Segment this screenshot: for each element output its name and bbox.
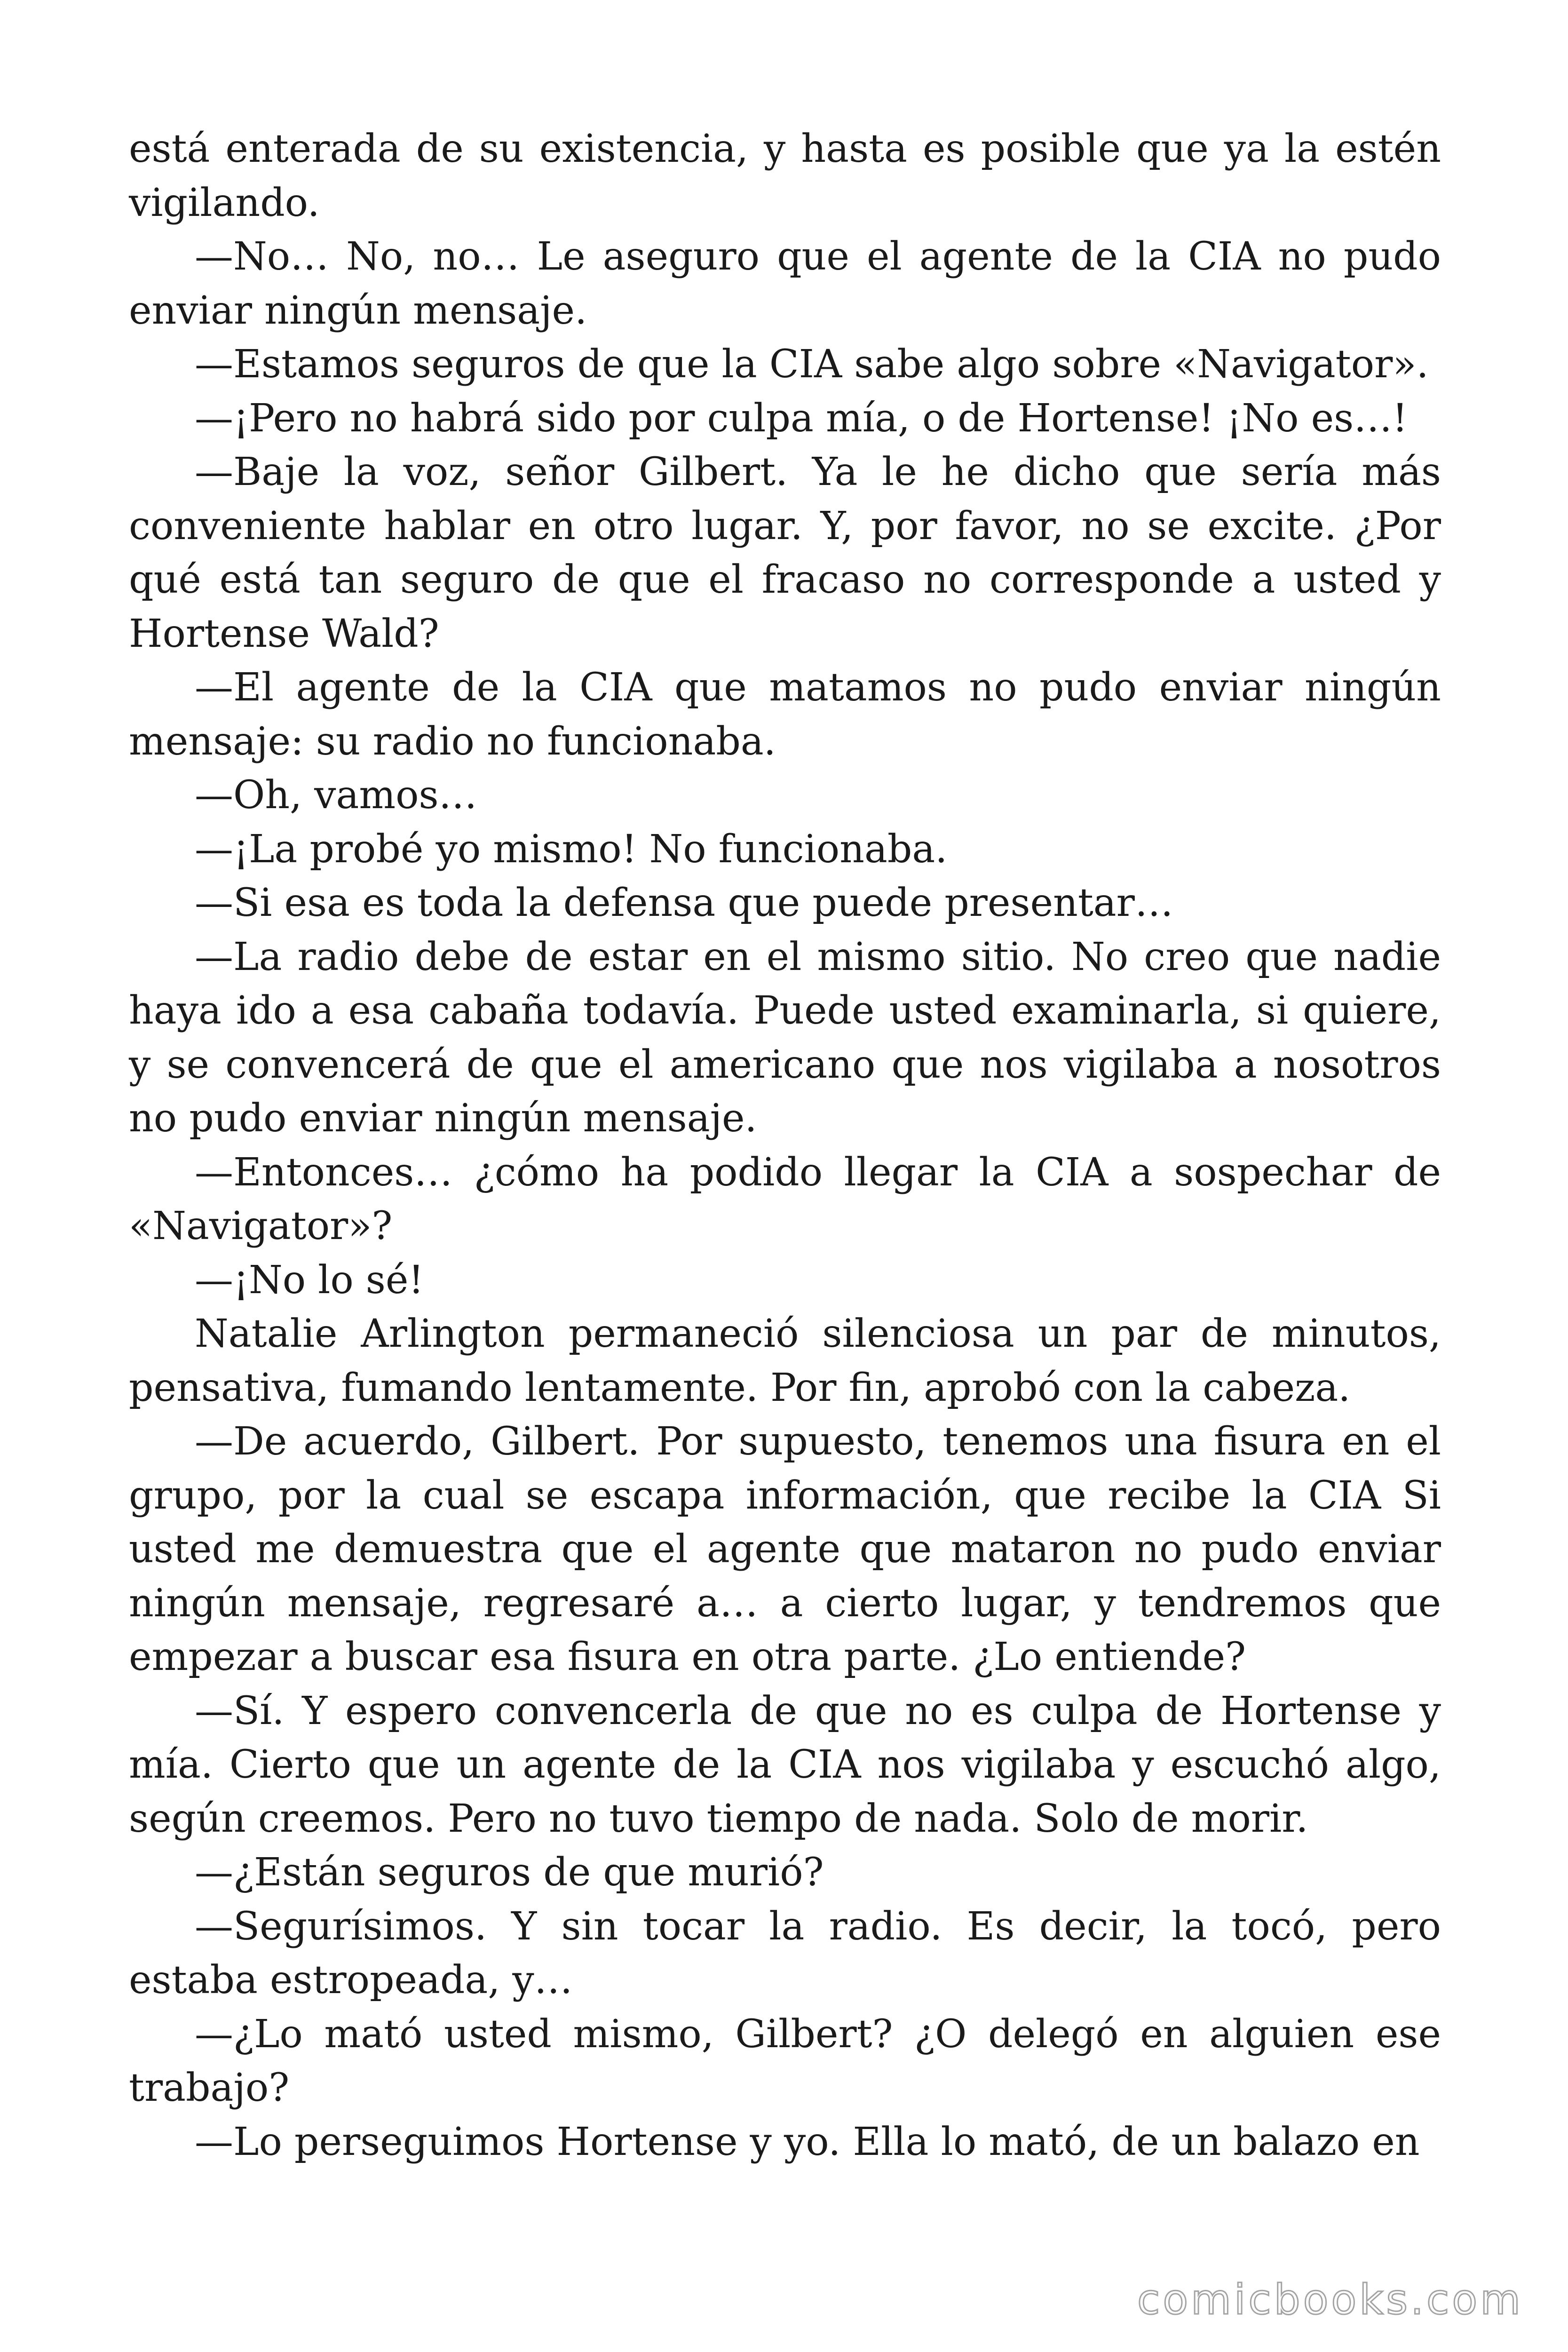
paragraph: —Oh, vamos… — [195, 773, 477, 818]
paragraph: —No… No, no… Le aseguro que el agente de la CIA no pudo enviar ningún mensaje. — [129, 234, 1441, 333]
page-body-text — [129, 122, 1441, 2169]
paragraph: —Lo perseguimos Hortense y yo. Ella lo mató, de un balazo en — [195, 2119, 1420, 2164]
paragraph: —Entonces… ¿cómo ha podido llegar la CIA a sospechar de «Navigator»? — [129, 1150, 1441, 1248]
paragraph: —Estamos seguros de que la CIA sabe algo sobre «Navigator». — [195, 342, 1429, 387]
paragraph: —¿Lo mató usted mismo, Gilbert? ¿O delegó en alguien ese trabajo? — [129, 2011, 1441, 2110]
paragraph: Natalie Arlington permaneció silenciosa un par de minutos, pensativa, fumando lentamente. Por fin, aprobó con la cabeza. — [129, 1311, 1441, 1410]
paragraph: —¡La probé yo mismo! No funcionaba. — [195, 826, 948, 872]
paragraph: —¡Pero no habrá sido por culpa mía, o de Hortense! ¡No es…! — [195, 396, 1408, 441]
paragraph: —Segurísimos. Y sin tocar la radio. Es decir, la tocó, pero estaba estropeada, y… — [129, 1904, 1441, 2002]
paragraph: —¿Están seguros de que murió? — [195, 1850, 824, 1895]
paragraph: —Baje la voz, señor Gilbert. Ya le he dicho que sería más conveniente hablar en otro lugar. Y, por favor, no se excite. ¿Por qué está tan seguro de que el fracaso no corresponde a usted y Hortense Wald? — [129, 450, 1441, 656]
paragraph: —¡No lo sé! — [195, 1257, 424, 1303]
paragraph: —El agente de la CIA que matamos no pudo enviar ningún mensaje: su radio no funcionaba. — [129, 665, 1441, 764]
paragraph: —De acuerdo, Gilbert. Por supuesto, tenemos una fisura en el grupo, por la cual se escapa información, que recibe la CIA Si usted me demuestra que el agente que mataron no pudo enviar ningún mensaje, regresaré a… a cierto lugar, y tendremos que empezar a buscar esa fisura en otra parte. ¿Lo entiende? — [129, 1419, 1441, 1679]
paragraph: —Si esa es toda la defensa que puede presentar… — [195, 881, 1173, 925]
watermark: comicbooks.com — [1137, 2275, 1523, 2324]
paragraph: —La radio debe de estar en el mismo sitio. No creo que nadie haya ido a esa cabaña todavía. Puede usted examinarla, si quiere, y se convencerá de que el americano que nos vigilaba a nosotros no pudo enviar ningún mensaje. — [129, 934, 1441, 1141]
paragraph: está enterada de su existencia, y hasta es posible que ya la estén vigilando. — [129, 127, 1441, 225]
paragraph: —Sí. Y espero convencerla de que no es culpa de Hortense y mía. Cierto que un agente de la CIA nos vigilaba y escuchó algo, según creemos. Pero no tuvo tiempo de nada. Solo de morir. — [129, 1688, 1441, 1841]
